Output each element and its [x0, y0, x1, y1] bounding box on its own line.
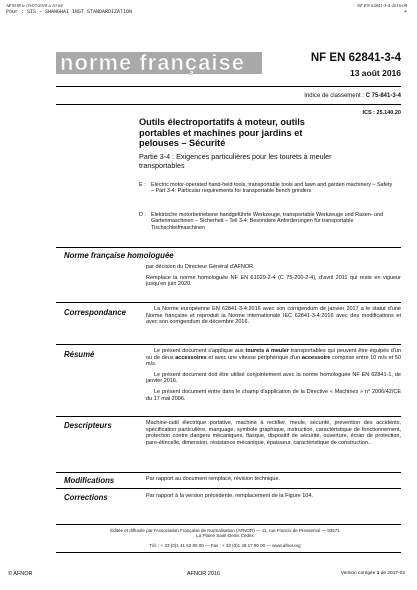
modifications-text [146, 476, 401, 487]
standard-code: NF EN 62841-3-4 [310, 52, 401, 64]
resume-paragraph-2: Le présent document doit être utilisé conjointement avec la norme homologuée NF EN 62841-1, de janvier 2016. [146, 371, 401, 385]
ics-code: ICS : 25.140.20 [362, 110, 401, 116]
homologuee-heading: Norme française homologuée [64, 251, 174, 260]
resume-paragraph-3: Le présent document entre dans le champ d'application de la Directive « Machines » n° 2006/42/CE du 17 mai 2006. [146, 388, 401, 402]
descripteurs-paragraph: Machine-outil électrique portative, machine à rectifier, meule, sécurité, prévention des accidents, spécification particulière, marquage, symbole graphique, instruction, caractéristique de fonctionnement, protection contre dangers mécaniques, flasque, dispositif de sécurité, ouverture, écran de protection, pare-étincelle, dimension, résistance mécanique, épaisseur, caractéristique de construction.. [146, 420, 401, 446]
header-download-info: AFNOR le 03/07/2018 à 10:04 [6, 3, 63, 8]
classement-value: C 75-841-3-4 [365, 93, 401, 99]
modifications-paragraph: Par rapport au document remplacé, révision technique. [146, 476, 280, 482]
german-title-block [139, 212, 399, 240]
part-title: Partie 3-4 : Exigences particulières pour les tourets à meuler transportables [139, 152, 332, 170]
publisher-address: Éditée et diffusée par l'Association Française de Normalisation (AFNOR) — 11, rue Francis de Pressensé — 93571 La Plaine Saint-Denis Cedex [110, 528, 340, 539]
section-rule [56, 472, 401, 473]
modifications-heading: Modifications [64, 476, 115, 485]
corrections-paragraph: Par rapport à la version précédente, remplacement de la Figure 104. [146, 493, 313, 499]
resume-paragraph-1: Le présent document s'applique aux tourets à meuler transportables qui peuvent être équipés d'un ou de deux accessoires et avec une vitesse périphérique d'un accessoire comprise entre 10 m/s et 50 m/s. [146, 348, 401, 368]
corrections-text [146, 493, 401, 504]
english-tag: E : [139, 182, 146, 188]
section-rule [56, 416, 401, 417]
section-rule [56, 247, 401, 248]
section-rule [56, 488, 401, 489]
classement-label: Indice de classement : [304, 93, 366, 99]
homologuee-text [146, 264, 401, 292]
german-tag: D : [139, 212, 146, 218]
correspondance-paragraph: La Norme européenne EN 62841-3-4:2016 avec son corrigendum de janvier 2017 a le statut d'une Norme française et reproduit la Norme internationale IEC 62841-3-4:2016 avec des modifications et avec son corrigendum de décembre 2016. [146, 306, 401, 326]
main-title: Outils électroportatifs à moteur, outils portables et machines pour jardins et pelouses – Sécurité [139, 117, 305, 148]
section-rule [56, 344, 401, 345]
english-title: Electric motor-operated hand-held tools, transportable tools and lawn and garden machinery – Safety – Part 3-4: Particular requirements for transportable bench grinders [151, 182, 393, 195]
footer-rule [56, 524, 401, 525]
classement-rule [56, 104, 401, 105]
homologuee-paragraph-1: par décision du Directeur Général d'AFNOR. [146, 264, 255, 270]
classement-index [304, 93, 401, 99]
copyright: © AFNOR [8, 571, 33, 577]
header-reference: NF EN 62841-3-4:2016-08 [356, 3, 407, 8]
homologuee-paragraph-2: Remplace la norme homologuée NF EN 61029-2-4 (C 75-200-2-4), d'avril 2011 qui reste en vigueur jusqu'en juin 2020. [146, 274, 401, 288]
descripteurs-text [146, 420, 401, 450]
correspondance-text [146, 306, 401, 330]
german-title: Elektrische motorbetriebene handgeführte Werkzeuge, transportable Werkzeuge und Rasen- und Gartenmaschinen – Sicherheit – Teil 3-4: Besondere Anforderungen für transportable Tischschleifmaschinen [151, 212, 384, 231]
version-info: Version corrigée 1 de 2017-02 [340, 571, 405, 576]
resume-heading: Résumé [64, 350, 95, 359]
norme-francaise-logo: norme française [60, 50, 245, 75]
publisher-contact: Tél. : + 33 (0)1 41 62 80 00 — Fax : + 33 (0)1 49 17 90 00 — www.afnor.org [149, 543, 301, 548]
resume-text [146, 348, 401, 406]
header-recipient: Pour : SIS - SHANGHAI INST STANDARDIZATION [6, 9, 133, 15]
publication-date: 13 août 2016 [349, 68, 401, 78]
afnor-year: AFNOR 2016 [187, 571, 221, 577]
descripteurs-heading: Descripteurs [64, 421, 112, 430]
footer-rule-2 [56, 552, 401, 553]
english-title-block [139, 182, 399, 206]
section-rule [56, 302, 401, 303]
header-plus-mark: + [403, 9, 407, 15]
top-rule [56, 86, 401, 87]
correspondance-heading: Correspondance [64, 308, 126, 317]
corrections-heading: Corrections [64, 493, 108, 502]
